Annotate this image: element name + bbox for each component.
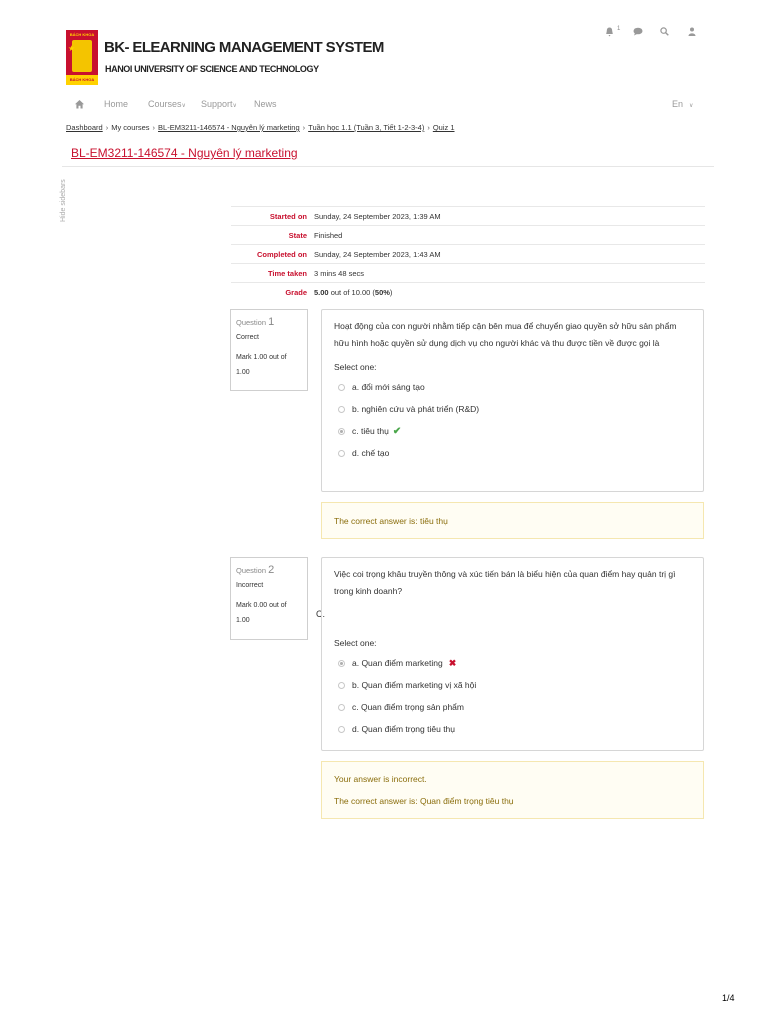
breadcrumb-my-courses[interactable]: My courses — [111, 123, 150, 132]
summary-label: State — [288, 230, 307, 240]
hide-sidebars-label: Hide sidebars — [60, 179, 67, 222]
grade-out-of: out of 10.00 ( — [328, 287, 375, 297]
hide-sidebars-toggle[interactable] — [58, 172, 70, 222]
question-content-2 — [321, 557, 704, 751]
breadcrumb-separator: › — [427, 123, 430, 132]
radio-button[interactable] — [338, 726, 345, 733]
select-one-label: Select one: — [334, 362, 377, 372]
option-label: c. tiêu thụ — [352, 426, 389, 436]
answer-option-a[interactable] — [334, 376, 691, 398]
breadcrumb-week[interactable]: Tuần học 1.1 (Tuần 3, Tiết 1-2-3-4) — [308, 123, 425, 132]
summary-row-grade — [231, 282, 705, 301]
summary-row-time-taken — [231, 263, 705, 282]
answer-option-d[interactable] — [334, 718, 691, 740]
question-info-2 — [230, 557, 308, 640]
nav-courses-label: Courses — [148, 99, 182, 109]
chat-icon[interactable] — [633, 27, 643, 39]
answer-option-c[interactable] — [334, 420, 691, 442]
option-label: c. Quan điểm trọng sản phẩm — [352, 702, 464, 712]
question-label: Question — [236, 318, 267, 327]
question-text: Việc coi trọng khâu truyền thông và xúc tiến bán là biểu hiện của quan điểm hay quản trị gì trong kinh doanh? — [334, 569, 676, 596]
question-number — [236, 564, 302, 576]
incorrect-notice-text: Your answer is incorrect. — [334, 774, 427, 784]
question-mark: Mark 1.00 out of 1.00 — [236, 354, 287, 376]
chevron-down-icon: ∨ — [232, 103, 237, 109]
radio-button[interactable] — [338, 704, 345, 711]
breadcrumb-course[interactable]: BL-EM3211-146574 - Nguyên lý marketing — [158, 123, 300, 132]
option-label: a. đổi mới sáng tạo — [352, 382, 425, 392]
question-feedback-2 — [321, 761, 704, 819]
question-status: Incorrect — [236, 582, 264, 589]
breadcrumb — [66, 123, 455, 132]
option-label: a. Quan điểm marketing — [352, 658, 443, 668]
cross-icon: ✖ — [448, 657, 457, 668]
breadcrumb-dashboard[interactable]: Dashboard — [66, 123, 103, 132]
nav-support[interactable] — [201, 99, 237, 109]
language-label: En — [672, 99, 684, 109]
grade-percent: 50% — [374, 287, 390, 297]
page-number: 1/4 — [722, 993, 735, 1003]
summary-label: Completed on — [257, 249, 307, 259]
question-content-1 — [321, 309, 704, 492]
question-text: Hoạt động của con người nhằm tiếp cận bên mua để chuyển giao quyền sở hữu sản phẩm hữu hình hoặc quyền sử dụng dịch vụ cho người khác và thu được tiền về được gọi là — [334, 321, 677, 348]
radio-button[interactable] — [338, 682, 345, 689]
summary-label: Started on — [269, 211, 307, 221]
notification-count: 1 — [617, 26, 621, 32]
question-info-1 — [230, 309, 308, 391]
summary-label: Grade — [285, 287, 307, 297]
radio-button[interactable] — [338, 384, 345, 391]
logo-bottom-text: BÁCH KHOA — [66, 75, 98, 85]
answer-option-d[interactable] — [334, 442, 691, 464]
select-one-label: Select one: — [334, 638, 377, 648]
radio-button-selected[interactable] — [338, 428, 345, 435]
grade-close: ) — [389, 287, 393, 297]
radio-button-selected[interactable] — [338, 660, 345, 667]
summary-value: 3 mins 48 secs — [314, 268, 365, 278]
bell-icon[interactable] — [605, 27, 614, 40]
answer-option-a[interactable] — [334, 652, 691, 674]
university-logo[interactable] — [66, 30, 98, 85]
home-icon[interactable] — [74, 97, 85, 108]
question-number — [236, 316, 302, 328]
breadcrumb-quiz[interactable]: Quiz 1 — [432, 123, 455, 132]
nav-home[interactable]: Home — [104, 99, 129, 109]
chevron-down-icon: ∨ — [689, 103, 694, 109]
radio-button[interactable] — [338, 450, 345, 457]
question-feedback-1 — [321, 502, 704, 539]
chevron-down-icon: ∨ — [181, 103, 186, 109]
summary-row-completed — [231, 244, 705, 263]
logo-star-icon: ★ — [68, 44, 76, 53]
grade-score: 5.00 — [314, 287, 329, 297]
question-status: Correct — [236, 334, 259, 341]
correct-answer-text: The correct answer is: tiêu thụ — [334, 516, 448, 526]
language-selector[interactable] — [672, 99, 693, 109]
question-number-value: 1 — [268, 316, 275, 328]
course-title[interactable]: BL-EM3211-146574 - Nguyên lý marketing — [71, 146, 298, 160]
answer-option-b[interactable] — [334, 398, 691, 420]
grade-value — [314, 288, 392, 297]
user-icon[interactable] — [688, 27, 696, 39]
summary-value: Finished — [314, 230, 343, 240]
summary-value: Sunday, 24 September 2023, 1:39 AM — [314, 211, 441, 221]
answer-option-c[interactable] — [334, 696, 691, 718]
divider — [62, 166, 714, 167]
site-subtitle: HANOI UNIVERSITY OF SCIENCE AND TECHNOLOGY — [105, 64, 319, 74]
radio-button[interactable] — [338, 406, 345, 413]
option-label: b. Quan điểm marketing vị xã hội — [352, 680, 477, 690]
option-label: d. chế tạo — [352, 448, 390, 458]
checkmark-icon: ✔ — [392, 425, 402, 437]
question-mark: Mark 0.00 out of 1.00 — [236, 602, 287, 624]
nav-news[interactable]: News — [254, 99, 277, 109]
summary-row-state — [231, 225, 705, 244]
question-number-value: 2 — [268, 564, 275, 576]
breadcrumb-separator: › — [302, 123, 306, 132]
option-label: d. Quan điểm trọng tiêu thụ — [352, 724, 456, 734]
site-title[interactable]: BK- ELEARNING MANAGEMENT SYSTEM — [104, 39, 384, 56]
nav-courses[interactable] — [148, 99, 186, 109]
summary-value: Sunday, 24 September 2023, 1:43 AM — [314, 249, 441, 259]
option-label: b. nghiên cứu và phát triển (R&D) — [352, 404, 480, 414]
breadcrumb-separator: › — [152, 123, 156, 132]
summary-row-started — [231, 206, 705, 225]
attempt-summary-table — [231, 206, 705, 301]
stray-text: C. — [316, 609, 325, 619]
answer-option-b[interactable] — [334, 674, 691, 696]
nav-support-label: Support — [201, 99, 233, 109]
correct-answer-text: The correct answer is: Quan điểm trọng tiêu thụ — [334, 796, 514, 806]
breadcrumb-separator: › — [105, 123, 109, 132]
search-icon[interactable] — [660, 27, 669, 39]
summary-label: Time taken — [267, 268, 307, 278]
logo-top-text: BÁCH KHOA — [66, 30, 98, 39]
question-label: Question — [236, 566, 267, 575]
